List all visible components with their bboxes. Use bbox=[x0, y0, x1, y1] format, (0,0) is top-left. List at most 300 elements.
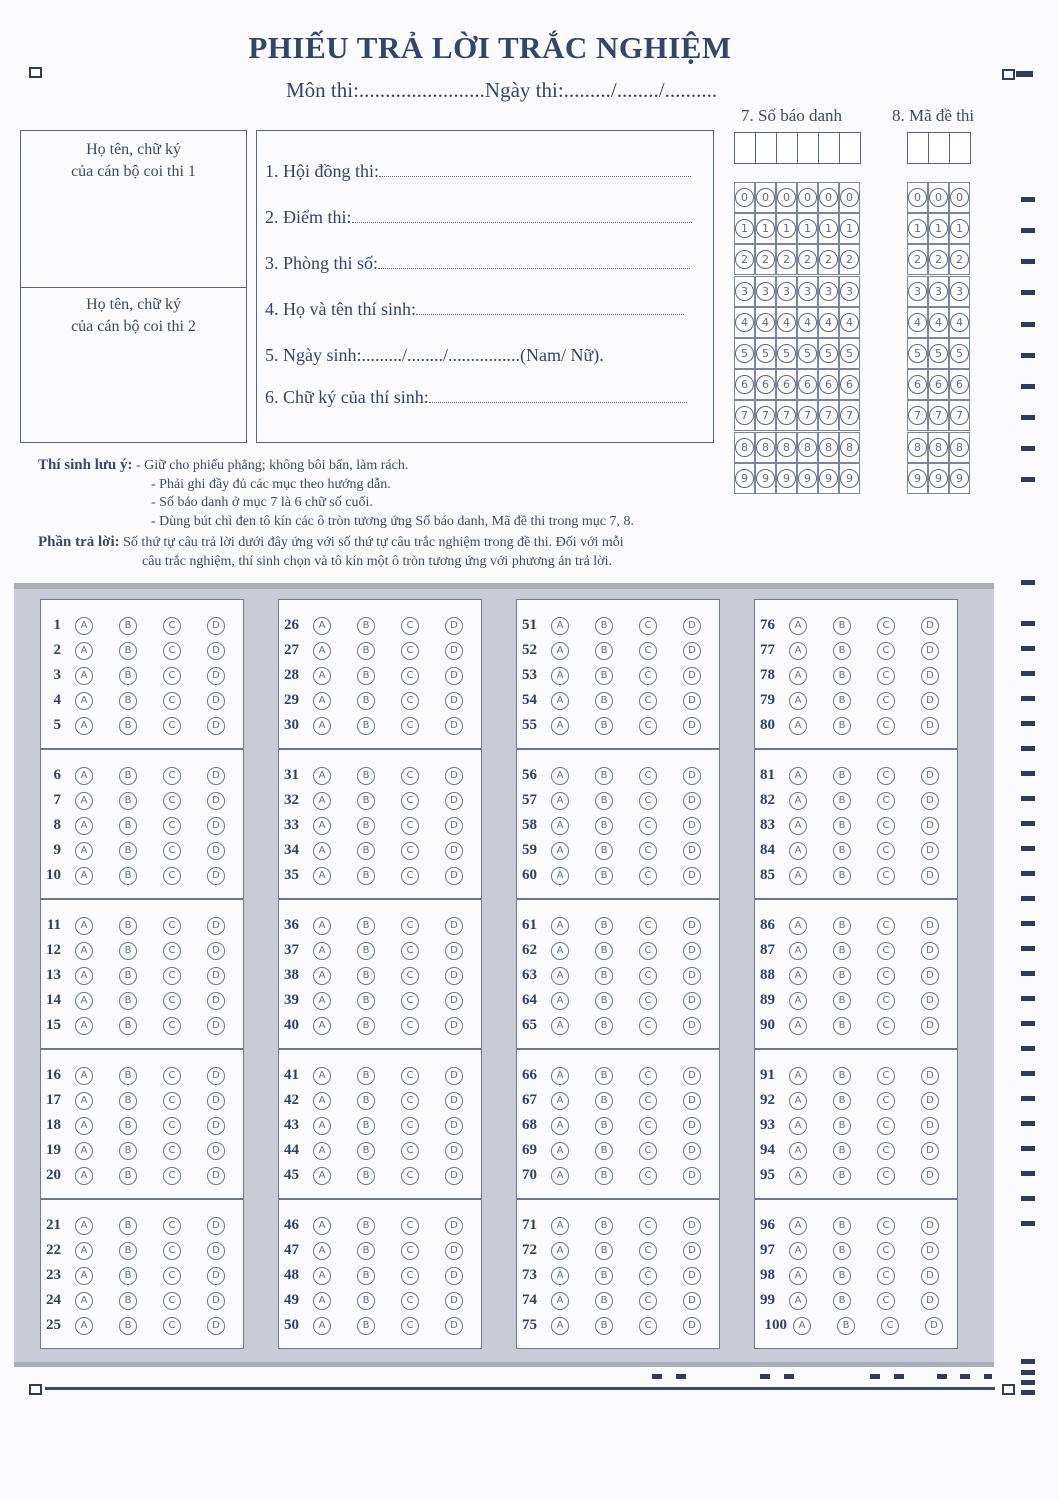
answer-bubble-a[interactable]: A bbox=[313, 1317, 331, 1335]
answer-bubble-d[interactable]: D bbox=[445, 1067, 463, 1085]
answer-bubble-b[interactable]: B bbox=[595, 767, 613, 785]
answer-bubble-c[interactable]: C bbox=[877, 1167, 895, 1185]
answer-bubble-c[interactable]: C bbox=[401, 617, 419, 635]
answer-bubble-d[interactable]: D bbox=[207, 842, 225, 860]
answer-bubble-a[interactable]: A bbox=[75, 1067, 93, 1085]
answer-bubble-a[interactable]: A bbox=[75, 917, 93, 935]
answer-bubble-a[interactable]: A bbox=[551, 867, 569, 885]
digit-bubble[interactable]: 3 bbox=[798, 282, 817, 301]
answer-bubble-c[interactable]: C bbox=[639, 1317, 657, 1335]
answer-bubble-c[interactable]: C bbox=[639, 1142, 657, 1160]
answer-bubble-b[interactable]: B bbox=[357, 842, 375, 860]
answer-bubble-d[interactable]: D bbox=[207, 1317, 225, 1335]
answer-bubble-a[interactable]: A bbox=[551, 1142, 569, 1160]
answer-bubble-d[interactable]: D bbox=[921, 992, 939, 1010]
digit-bubble[interactable]: 1 bbox=[908, 219, 927, 238]
answer-bubble-c[interactable]: C bbox=[877, 942, 895, 960]
answer-bubble-b[interactable]: B bbox=[833, 1217, 851, 1235]
answer-bubble-a[interactable]: A bbox=[789, 667, 807, 685]
answer-bubble-b[interactable]: B bbox=[119, 1017, 137, 1035]
answer-bubble-b[interactable]: B bbox=[595, 1267, 613, 1285]
answer-bubble-d[interactable]: D bbox=[207, 767, 225, 785]
answer-bubble-b[interactable]: B bbox=[595, 692, 613, 710]
answer-bubble-b[interactable]: B bbox=[357, 1167, 375, 1185]
answer-bubble-a[interactable]: A bbox=[551, 667, 569, 685]
answer-bubble-d[interactable]: D bbox=[683, 1292, 701, 1310]
answer-bubble-d[interactable]: D bbox=[445, 1167, 463, 1185]
answer-bubble-a[interactable]: A bbox=[789, 767, 807, 785]
answer-bubble-a[interactable]: A bbox=[75, 1142, 93, 1160]
answer-bubble-c[interactable]: C bbox=[163, 992, 181, 1010]
digit-bubble[interactable]: 9 bbox=[756, 469, 775, 488]
digit-bubble[interactable]: 4 bbox=[777, 313, 796, 332]
answer-bubble-b[interactable]: B bbox=[833, 1092, 851, 1110]
answer-bubble-a[interactable]: A bbox=[313, 817, 331, 835]
answer-bubble-c[interactable]: C bbox=[639, 617, 657, 635]
digit-bubble[interactable]: 0 bbox=[840, 188, 859, 207]
answer-bubble-d[interactable]: D bbox=[921, 1242, 939, 1260]
digit-bubble[interactable]: 2 bbox=[819, 250, 838, 269]
answer-bubble-d[interactable]: D bbox=[445, 1267, 463, 1285]
digit-bubble[interactable]: 7 bbox=[735, 406, 754, 425]
digit-bubble[interactable]: 8 bbox=[756, 438, 775, 457]
answer-bubble-d[interactable]: D bbox=[207, 917, 225, 935]
answer-bubble-d[interactable]: D bbox=[207, 667, 225, 685]
answer-bubble-b[interactable]: B bbox=[595, 817, 613, 835]
digit-bubble[interactable]: 5 bbox=[840, 344, 859, 363]
answer-bubble-b[interactable]: B bbox=[119, 1117, 137, 1135]
answer-bubble-a[interactable]: A bbox=[313, 917, 331, 935]
answer-bubble-a[interactable]: A bbox=[75, 867, 93, 885]
answer-bubble-c[interactable]: C bbox=[401, 917, 419, 935]
answer-bubble-b[interactable]: B bbox=[833, 667, 851, 685]
digit-bubble[interactable]: 6 bbox=[840, 375, 859, 394]
answer-bubble-a[interactable]: A bbox=[551, 917, 569, 935]
answer-bubble-c[interactable]: C bbox=[639, 642, 657, 660]
digit-bubble[interactable]: 9 bbox=[798, 469, 817, 488]
answer-bubble-d[interactable]: D bbox=[921, 692, 939, 710]
answer-bubble-a[interactable]: A bbox=[313, 667, 331, 685]
answer-bubble-c[interactable]: C bbox=[639, 717, 657, 735]
answer-bubble-b[interactable]: B bbox=[595, 1067, 613, 1085]
digit-bubble[interactable]: 8 bbox=[950, 438, 969, 457]
answer-bubble-c[interactable]: C bbox=[639, 1017, 657, 1035]
answer-bubble-c[interactable]: C bbox=[877, 1217, 895, 1235]
digit-bubble[interactable]: 7 bbox=[798, 406, 817, 425]
answer-bubble-b[interactable]: B bbox=[833, 942, 851, 960]
answer-bubble-c[interactable]: C bbox=[639, 1117, 657, 1135]
digit-bubble[interactable]: 5 bbox=[756, 344, 775, 363]
answer-bubble-b[interactable]: B bbox=[357, 1092, 375, 1110]
answer-bubble-c[interactable]: C bbox=[877, 967, 895, 985]
answer-bubble-d[interactable]: D bbox=[207, 1217, 225, 1235]
answer-bubble-a[interactable]: A bbox=[551, 967, 569, 985]
answer-bubble-c[interactable]: C bbox=[163, 817, 181, 835]
answer-bubble-c[interactable]: C bbox=[401, 1292, 419, 1310]
answer-bubble-b[interactable]: B bbox=[357, 1292, 375, 1310]
digit-bubble[interactable]: 6 bbox=[929, 375, 948, 394]
answer-bubble-d[interactable]: D bbox=[683, 717, 701, 735]
digit-bubble[interactable]: 1 bbox=[819, 219, 838, 238]
answer-bubble-d[interactable]: D bbox=[683, 817, 701, 835]
answer-bubble-c[interactable]: C bbox=[877, 1267, 895, 1285]
answer-bubble-d[interactable]: D bbox=[921, 767, 939, 785]
answer-bubble-a[interactable]: A bbox=[75, 992, 93, 1010]
answer-bubble-d[interactable]: D bbox=[445, 1117, 463, 1135]
answer-bubble-d[interactable]: D bbox=[207, 992, 225, 1010]
digit-bubble[interactable]: 4 bbox=[950, 313, 969, 332]
digit-bubble[interactable]: 4 bbox=[798, 313, 817, 332]
answer-bubble-c[interactable]: C bbox=[877, 1017, 895, 1035]
answer-bubble-b[interactable]: B bbox=[119, 642, 137, 660]
answer-bubble-d[interactable]: D bbox=[683, 942, 701, 960]
digit-bubble[interactable]: 9 bbox=[777, 469, 796, 488]
answer-bubble-c[interactable]: C bbox=[401, 992, 419, 1010]
answer-bubble-d[interactable]: D bbox=[207, 817, 225, 835]
digit-bubble[interactable]: 4 bbox=[929, 313, 948, 332]
answer-bubble-b[interactable]: B bbox=[119, 1067, 137, 1085]
answer-bubble-b[interactable]: B bbox=[833, 992, 851, 1010]
answer-bubble-b[interactable]: B bbox=[595, 942, 613, 960]
answer-bubble-a[interactable]: A bbox=[789, 617, 807, 635]
digit-bubble[interactable]: 0 bbox=[756, 188, 775, 207]
digit-bubble[interactable]: 3 bbox=[840, 282, 859, 301]
answer-bubble-a[interactable]: A bbox=[313, 792, 331, 810]
answer-bubble-c[interactable]: C bbox=[877, 1092, 895, 1110]
digit-bubble[interactable]: 2 bbox=[929, 250, 948, 269]
answer-bubble-d[interactable]: D bbox=[921, 817, 939, 835]
answer-bubble-d[interactable]: D bbox=[207, 717, 225, 735]
answer-bubble-c[interactable]: C bbox=[877, 817, 895, 835]
answer-bubble-b[interactable]: B bbox=[837, 1317, 855, 1335]
answer-bubble-c[interactable]: C bbox=[163, 1067, 181, 1085]
answer-bubble-d[interactable]: D bbox=[683, 1067, 701, 1085]
answer-bubble-b[interactable]: B bbox=[595, 1317, 613, 1335]
answer-bubble-a[interactable]: A bbox=[313, 692, 331, 710]
answer-bubble-a[interactable]: A bbox=[789, 717, 807, 735]
answer-bubble-a[interactable]: A bbox=[75, 767, 93, 785]
answer-bubble-a[interactable]: A bbox=[551, 692, 569, 710]
answer-bubble-a[interactable]: A bbox=[75, 942, 93, 960]
answer-bubble-b[interactable]: B bbox=[119, 692, 137, 710]
answer-bubble-b[interactable]: B bbox=[595, 1142, 613, 1160]
answer-bubble-a[interactable]: A bbox=[75, 1117, 93, 1135]
answer-bubble-d[interactable]: D bbox=[921, 1267, 939, 1285]
answer-bubble-d[interactable]: D bbox=[207, 967, 225, 985]
answer-bubble-d[interactable]: D bbox=[207, 1242, 225, 1260]
answer-bubble-a[interactable]: A bbox=[551, 1117, 569, 1135]
answer-bubble-a[interactable]: A bbox=[789, 1142, 807, 1160]
answer-bubble-d[interactable]: D bbox=[683, 1317, 701, 1335]
answer-bubble-b[interactable]: B bbox=[119, 1217, 137, 1235]
answer-bubble-c[interactable]: C bbox=[877, 1067, 895, 1085]
answer-bubble-b[interactable]: B bbox=[119, 967, 137, 985]
answer-bubble-d[interactable]: D bbox=[683, 1092, 701, 1110]
answer-bubble-c[interactable]: C bbox=[401, 1267, 419, 1285]
digit-bubble[interactable]: 7 bbox=[950, 406, 969, 425]
answer-bubble-d[interactable]: D bbox=[445, 692, 463, 710]
answer-bubble-a[interactable]: A bbox=[789, 1167, 807, 1185]
answer-bubble-d[interactable]: D bbox=[207, 1142, 225, 1160]
answer-bubble-a[interactable]: A bbox=[789, 817, 807, 835]
digit-bubble[interactable]: 7 bbox=[929, 406, 948, 425]
answer-bubble-c[interactable]: C bbox=[639, 867, 657, 885]
answer-bubble-a[interactable]: A bbox=[789, 867, 807, 885]
answer-bubble-a[interactable]: A bbox=[789, 967, 807, 985]
answer-bubble-a[interactable]: A bbox=[75, 1017, 93, 1035]
answer-bubble-a[interactable]: A bbox=[793, 1317, 811, 1335]
digit-bubble[interactable]: 0 bbox=[819, 188, 838, 207]
answer-bubble-c[interactable]: C bbox=[163, 842, 181, 860]
answer-bubble-d[interactable]: D bbox=[921, 942, 939, 960]
answer-bubble-b[interactable]: B bbox=[595, 1217, 613, 1235]
digit-bubble[interactable]: 9 bbox=[735, 469, 754, 488]
answer-bubble-a[interactable]: A bbox=[75, 1092, 93, 1110]
answer-bubble-d[interactable]: D bbox=[921, 1067, 939, 1085]
answer-bubble-b[interactable]: B bbox=[357, 967, 375, 985]
answer-bubble-c[interactable]: C bbox=[639, 942, 657, 960]
answer-bubble-b[interactable]: B bbox=[119, 1167, 137, 1185]
answer-bubble-d[interactable]: D bbox=[445, 942, 463, 960]
digit-bubble[interactable]: 6 bbox=[756, 375, 775, 394]
answer-bubble-a[interactable]: A bbox=[75, 1242, 93, 1260]
answer-bubble-c[interactable]: C bbox=[401, 717, 419, 735]
answer-bubble-d[interactable]: D bbox=[683, 1142, 701, 1160]
answer-bubble-b[interactable]: B bbox=[357, 792, 375, 810]
answer-bubble-c[interactable]: C bbox=[639, 1167, 657, 1185]
answer-bubble-d[interactable]: D bbox=[683, 692, 701, 710]
answer-bubble-b[interactable]: B bbox=[357, 1242, 375, 1260]
answer-bubble-b[interactable]: B bbox=[357, 617, 375, 635]
digit-bubble[interactable]: 3 bbox=[777, 282, 796, 301]
answer-bubble-a[interactable]: A bbox=[551, 1167, 569, 1185]
digit-bubble[interactable]: 3 bbox=[950, 282, 969, 301]
answer-bubble-c[interactable]: C bbox=[639, 1242, 657, 1260]
answer-bubble-b[interactable]: B bbox=[595, 792, 613, 810]
answer-bubble-a[interactable]: A bbox=[313, 942, 331, 960]
answer-bubble-c[interactable]: C bbox=[401, 1142, 419, 1160]
answer-bubble-a[interactable]: A bbox=[789, 1117, 807, 1135]
answer-bubble-a[interactable]: A bbox=[551, 792, 569, 810]
answer-bubble-b[interactable]: B bbox=[357, 917, 375, 935]
answer-bubble-a[interactable]: A bbox=[313, 717, 331, 735]
answer-bubble-c[interactable]: C bbox=[401, 1017, 419, 1035]
answer-bubble-c[interactable]: C bbox=[163, 667, 181, 685]
answer-bubble-a[interactable]: A bbox=[789, 1017, 807, 1035]
answer-bubble-d[interactable]: D bbox=[921, 792, 939, 810]
answer-bubble-a[interactable]: A bbox=[551, 1242, 569, 1260]
answer-bubble-c[interactable]: C bbox=[401, 1067, 419, 1085]
digit-bubble[interactable]: 3 bbox=[819, 282, 838, 301]
digit-bubble[interactable]: 0 bbox=[798, 188, 817, 207]
digit-bubble[interactable]: 4 bbox=[819, 313, 838, 332]
answer-bubble-c[interactable]: C bbox=[877, 1117, 895, 1135]
answer-bubble-c[interactable]: C bbox=[163, 617, 181, 635]
answer-bubble-b[interactable]: B bbox=[833, 717, 851, 735]
answer-bubble-b[interactable]: B bbox=[119, 792, 137, 810]
answer-bubble-d[interactable]: D bbox=[921, 617, 939, 635]
answer-bubble-d[interactable]: D bbox=[445, 967, 463, 985]
answer-bubble-d[interactable]: D bbox=[445, 1292, 463, 1310]
answer-bubble-b[interactable]: B bbox=[119, 817, 137, 835]
digit-bubble[interactable]: 2 bbox=[756, 250, 775, 269]
answer-bubble-c[interactable]: C bbox=[877, 917, 895, 935]
answer-bubble-d[interactable]: D bbox=[683, 917, 701, 935]
answer-bubble-d[interactable]: D bbox=[207, 617, 225, 635]
answer-bubble-c[interactable]: C bbox=[401, 1167, 419, 1185]
digit-bubble[interactable]: 2 bbox=[840, 250, 859, 269]
answer-bubble-a[interactable]: A bbox=[551, 767, 569, 785]
answer-bubble-a[interactable]: A bbox=[313, 842, 331, 860]
answer-bubble-c[interactable]: C bbox=[401, 1117, 419, 1135]
answer-bubble-b[interactable]: B bbox=[357, 867, 375, 885]
answer-bubble-a[interactable]: A bbox=[551, 992, 569, 1010]
answer-bubble-b[interactable]: B bbox=[595, 967, 613, 985]
digit-bubble[interactable]: 0 bbox=[908, 188, 927, 207]
answer-bubble-b[interactable]: B bbox=[357, 1317, 375, 1335]
answer-bubble-d[interactable]: D bbox=[921, 717, 939, 735]
answer-bubble-c[interactable]: C bbox=[401, 1242, 419, 1260]
answer-bubble-d[interactable]: D bbox=[445, 1317, 463, 1335]
answer-bubble-b[interactable]: B bbox=[357, 642, 375, 660]
answer-bubble-a[interactable]: A bbox=[789, 1242, 807, 1260]
answer-bubble-d[interactable]: D bbox=[683, 867, 701, 885]
digit-bubble[interactable]: 6 bbox=[798, 375, 817, 394]
digit-bubble[interactable]: 4 bbox=[735, 313, 754, 332]
answer-bubble-c[interactable]: C bbox=[163, 792, 181, 810]
digit-bubble[interactable]: 5 bbox=[819, 344, 838, 363]
answer-bubble-d[interactable]: D bbox=[207, 692, 225, 710]
answer-bubble-b[interactable]: B bbox=[595, 1117, 613, 1135]
answer-bubble-b[interactable]: B bbox=[595, 642, 613, 660]
answer-bubble-b[interactable]: B bbox=[119, 767, 137, 785]
answer-bubble-b[interactable]: B bbox=[357, 817, 375, 835]
digit-bubble[interactable]: 4 bbox=[840, 313, 859, 332]
answer-bubble-d[interactable]: D bbox=[207, 1267, 225, 1285]
field-birth-date[interactable]: 5. Ngày sinh:........./......../................(Nam/ Nữ). bbox=[265, 345, 604, 365]
answer-bubble-a[interactable]: A bbox=[75, 1267, 93, 1285]
answer-bubble-d[interactable]: D bbox=[207, 1117, 225, 1135]
digit-bubble[interactable]: 2 bbox=[950, 250, 969, 269]
answer-bubble-a[interactable]: A bbox=[313, 767, 331, 785]
answer-bubble-b[interactable]: B bbox=[119, 1317, 137, 1335]
digit-bubble[interactable]: 9 bbox=[840, 469, 859, 488]
digit-bubble[interactable]: 1 bbox=[798, 219, 817, 238]
answer-bubble-c[interactable]: C bbox=[877, 692, 895, 710]
answer-bubble-c[interactable]: C bbox=[639, 1217, 657, 1235]
answer-bubble-a[interactable]: A bbox=[551, 942, 569, 960]
answer-bubble-c[interactable]: C bbox=[639, 817, 657, 835]
digit-bubble[interactable]: 1 bbox=[756, 219, 775, 238]
answer-bubble-a[interactable]: A bbox=[313, 1167, 331, 1185]
answer-bubble-c[interactable]: C bbox=[401, 642, 419, 660]
answer-bubble-c[interactable]: C bbox=[877, 767, 895, 785]
answer-bubble-a[interactable]: A bbox=[75, 1317, 93, 1335]
answer-bubble-a[interactable]: A bbox=[551, 817, 569, 835]
answer-bubble-a[interactable]: A bbox=[313, 1067, 331, 1085]
answer-bubble-b[interactable]: B bbox=[357, 692, 375, 710]
answer-bubble-a[interactable]: A bbox=[551, 1067, 569, 1085]
answer-bubble-a[interactable]: A bbox=[789, 842, 807, 860]
answer-bubble-c[interactable]: C bbox=[163, 1117, 181, 1135]
digit-bubble[interactable]: 6 bbox=[777, 375, 796, 394]
answer-bubble-d[interactable]: D bbox=[921, 1142, 939, 1160]
answer-bubble-a[interactable]: A bbox=[551, 617, 569, 635]
answer-bubble-b[interactable]: B bbox=[595, 917, 613, 935]
answer-bubble-a[interactable]: A bbox=[313, 1142, 331, 1160]
digit-bubble[interactable]: 5 bbox=[929, 344, 948, 363]
digit-bubble[interactable]: 6 bbox=[908, 375, 927, 394]
answer-bubble-c[interactable]: C bbox=[163, 1242, 181, 1260]
answer-bubble-b[interactable]: B bbox=[833, 1167, 851, 1185]
answer-bubble-b[interactable]: B bbox=[119, 1242, 137, 1260]
answer-bubble-c[interactable]: C bbox=[877, 617, 895, 635]
answer-bubble-d[interactable]: D bbox=[445, 767, 463, 785]
answer-bubble-b[interactable]: B bbox=[119, 717, 137, 735]
answer-bubble-b[interactable]: B bbox=[833, 1117, 851, 1135]
answer-bubble-c[interactable]: C bbox=[877, 1292, 895, 1310]
answer-bubble-b[interactable]: B bbox=[357, 1217, 375, 1235]
answer-bubble-c[interactable]: C bbox=[163, 717, 181, 735]
answer-bubble-a[interactable]: A bbox=[313, 617, 331, 635]
answer-bubble-c[interactable]: C bbox=[163, 1092, 181, 1110]
answer-bubble-b[interactable]: B bbox=[119, 917, 137, 935]
answer-bubble-b[interactable]: B bbox=[357, 992, 375, 1010]
answer-bubble-b[interactable]: B bbox=[119, 1267, 137, 1285]
digit-bubble[interactable]: 1 bbox=[950, 219, 969, 238]
answer-bubble-d[interactable]: D bbox=[445, 1142, 463, 1160]
digit-bubble[interactable]: 7 bbox=[756, 406, 775, 425]
answer-bubble-d[interactable]: D bbox=[921, 642, 939, 660]
answer-bubble-d[interactable]: D bbox=[683, 992, 701, 1010]
answer-bubble-b[interactable]: B bbox=[595, 667, 613, 685]
answer-bubble-d[interactable]: D bbox=[207, 942, 225, 960]
answer-bubble-a[interactable]: A bbox=[551, 1217, 569, 1235]
digit-bubble[interactable]: 0 bbox=[950, 188, 969, 207]
answer-bubble-a[interactable]: A bbox=[551, 1292, 569, 1310]
digit-bubble[interactable]: 7 bbox=[840, 406, 859, 425]
answer-bubble-c[interactable]: C bbox=[401, 792, 419, 810]
answer-bubble-c[interactable]: C bbox=[163, 1217, 181, 1235]
answer-bubble-c[interactable]: C bbox=[163, 967, 181, 985]
answer-bubble-c[interactable]: C bbox=[163, 1267, 181, 1285]
answer-bubble-a[interactable]: A bbox=[789, 1267, 807, 1285]
answer-bubble-a[interactable]: A bbox=[789, 1092, 807, 1110]
digit-bubble[interactable]: 5 bbox=[908, 344, 927, 363]
digit-bubble[interactable]: 9 bbox=[908, 469, 927, 488]
answer-bubble-c[interactable]: C bbox=[401, 817, 419, 835]
answer-bubble-a[interactable]: A bbox=[75, 692, 93, 710]
answer-bubble-c[interactable]: C bbox=[877, 642, 895, 660]
answer-bubble-d[interactable]: D bbox=[445, 817, 463, 835]
answer-bubble-a[interactable]: A bbox=[75, 817, 93, 835]
digit-bubble[interactable]: 2 bbox=[777, 250, 796, 269]
answer-bubble-d[interactable]: D bbox=[921, 1167, 939, 1185]
answer-bubble-c[interactable]: C bbox=[163, 642, 181, 660]
answer-bubble-b[interactable]: B bbox=[833, 617, 851, 635]
answer-bubble-b[interactable]: B bbox=[595, 842, 613, 860]
field-room[interactable]: 3. Phòng thi số: bbox=[265, 253, 690, 274]
answer-bubble-c[interactable]: C bbox=[881, 1317, 899, 1335]
answer-bubble-a[interactable]: A bbox=[75, 717, 93, 735]
answer-bubble-d[interactable]: D bbox=[683, 1017, 701, 1035]
digit-bubble[interactable]: 3 bbox=[735, 282, 754, 301]
answer-bubble-b[interactable]: B bbox=[595, 992, 613, 1010]
answer-bubble-c[interactable]: C bbox=[639, 767, 657, 785]
digit-bubble[interactable]: 2 bbox=[908, 250, 927, 269]
answer-bubble-d[interactable]: D bbox=[683, 767, 701, 785]
answer-bubble-d[interactable]: D bbox=[683, 792, 701, 810]
